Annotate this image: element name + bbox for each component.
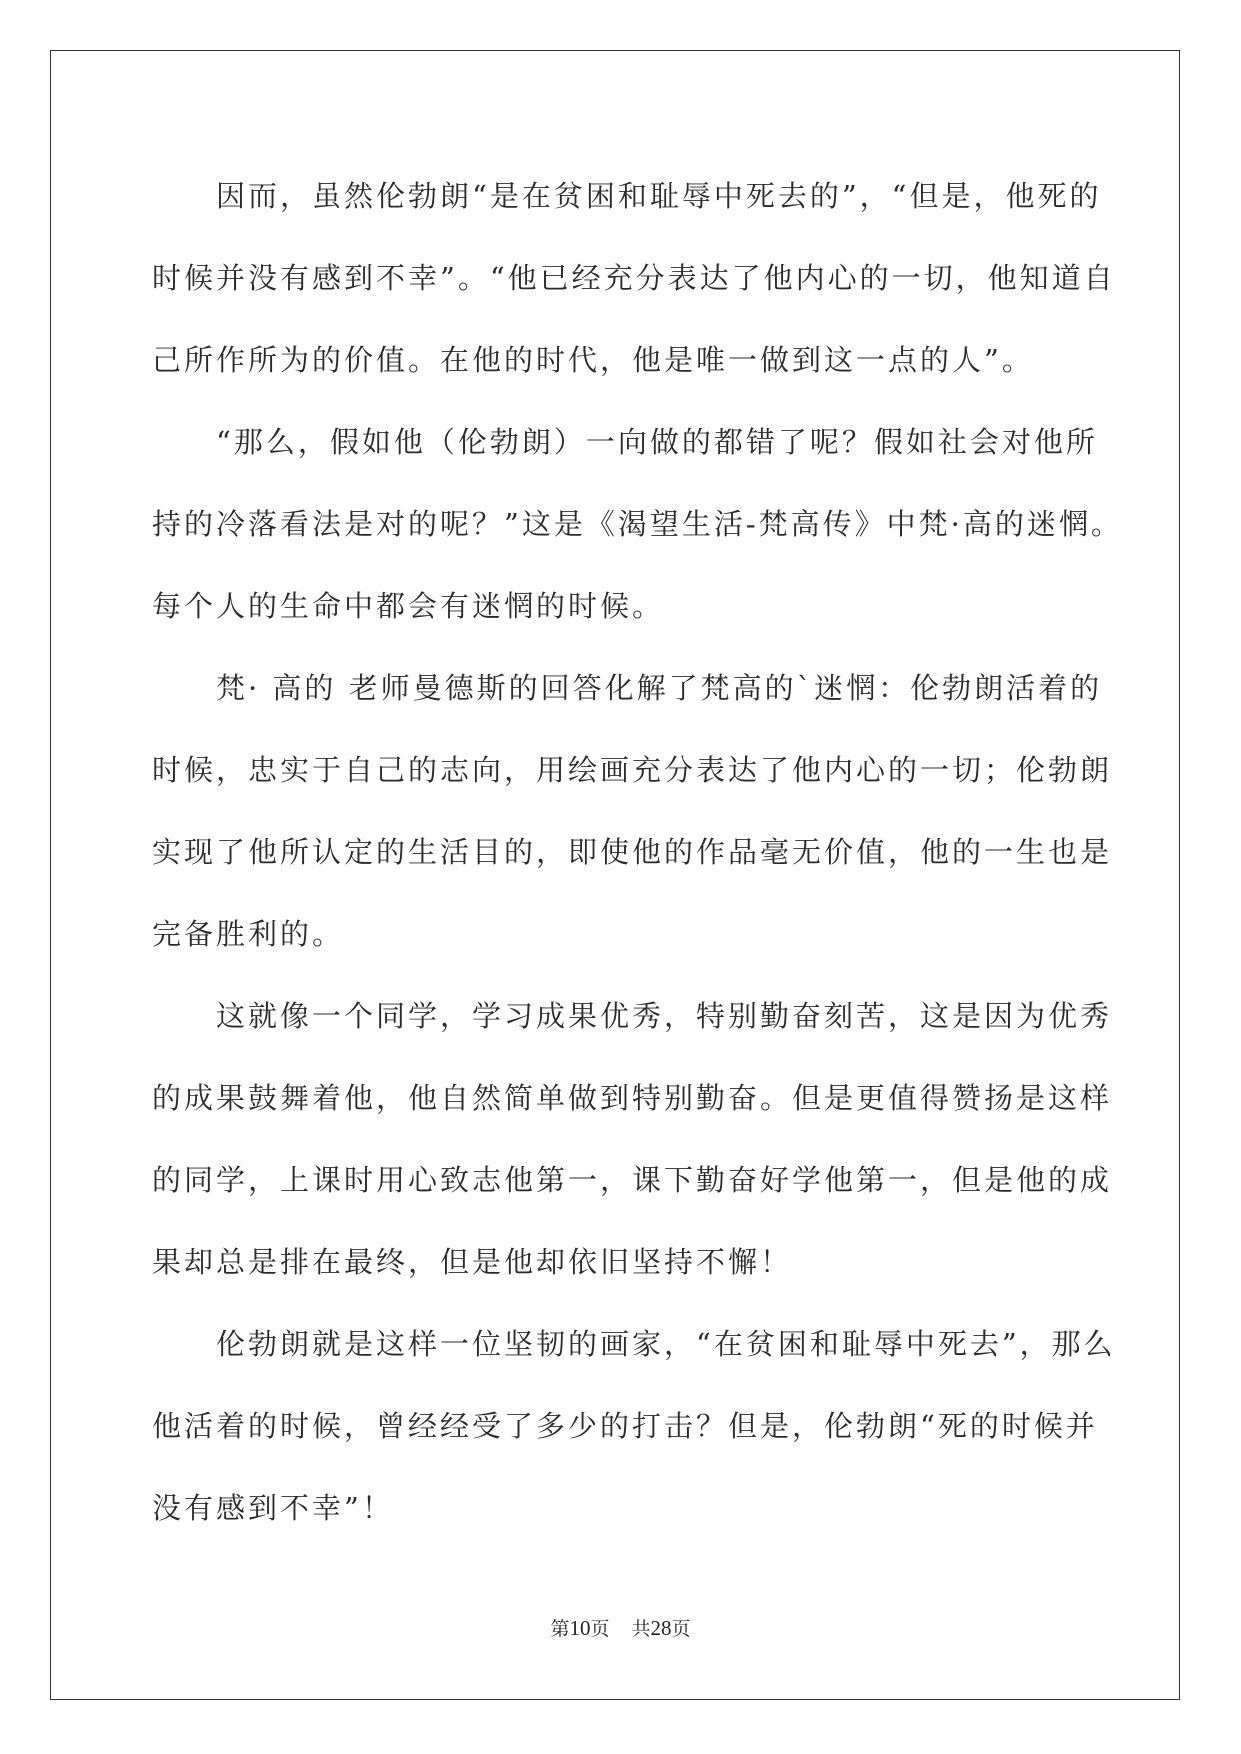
text-line: 梵· 高的 老师曼德斯的回答化解了梵高的`迷惘：伦勃朗活着的 (152, 671, 1103, 705)
document-body (152, 155, 1123, 1549)
total-prefix: 共 (631, 1619, 651, 1640)
paragraph (152, 401, 1123, 647)
text-line: 这就像一个同学，学习成果优秀，特别勤奋刻苦，这是因为优秀 (152, 999, 1113, 1033)
text-line: 实现了他所认定的生活目的，即使他的作品毫无价值，他的一生也是 (152, 835, 1113, 869)
text-line: 没有感到不幸”！ (152, 1491, 394, 1525)
text-line: 他活着的时候，曾经经受了多少的打击？但是，伦勃朗“死的时候并 (152, 1409, 1098, 1443)
total-pages: 28 (650, 1616, 672, 1640)
text-line: 果却总是排在最终，但是他却依旧坚持不懈！ (152, 1245, 793, 1279)
text-line: 完备胜利的。 (152, 917, 345, 951)
text-line: 持的冷落看法是对的呢？”这是《渴望生活-梵高传》中梵·高的迷惘。 (152, 507, 1123, 541)
page-number: 10 (569, 1616, 591, 1640)
text-line: 每个人的生命中都会有迷惘的时候。 (152, 589, 665, 623)
text-line: 时候，忠实于自己的志向，用绘画充分表达了他内心的一切；伦勃朗 (152, 753, 1113, 787)
text-line: 因而，虽然伦勃朗“是在贫困和耻辱中死去的”，“但是，他死的 (152, 179, 1102, 213)
text-line: 的成果鼓舞着他，他自然简单做到特别勤奋。但是更值得赞扬是这样 (152, 1081, 1113, 1115)
text-line: “那么，假如他（伦勃朗）一向做的都错了呢？假如社会对他所 (152, 425, 1098, 459)
footer-prefix: 第 (550, 1619, 570, 1640)
paragraph (152, 975, 1113, 1303)
text-line: 的同学，上课时用心致志他第一，课下勤奋好学他第一，但是他的成 (152, 1163, 1113, 1197)
total-suffix: 页 (671, 1619, 691, 1640)
text-line: 时候并没有感到不幸”。“他已经充分表达了他内心的一切，他知道自 (152, 261, 1116, 295)
paragraph (152, 647, 1113, 975)
paragraph (152, 155, 1116, 401)
page-suffix: 页 (590, 1619, 610, 1640)
text-line: 己所作所为的价值。在他的时代，他是唯一做到这一点的人”。 (152, 343, 1034, 377)
text-line: 伦勃朗就是这样一位坚韧的画家，“在贫困和耻辱中死去”，那么 (152, 1327, 1116, 1361)
paragraph (152, 1303, 1116, 1549)
page-footer (0, 1614, 1241, 1641)
